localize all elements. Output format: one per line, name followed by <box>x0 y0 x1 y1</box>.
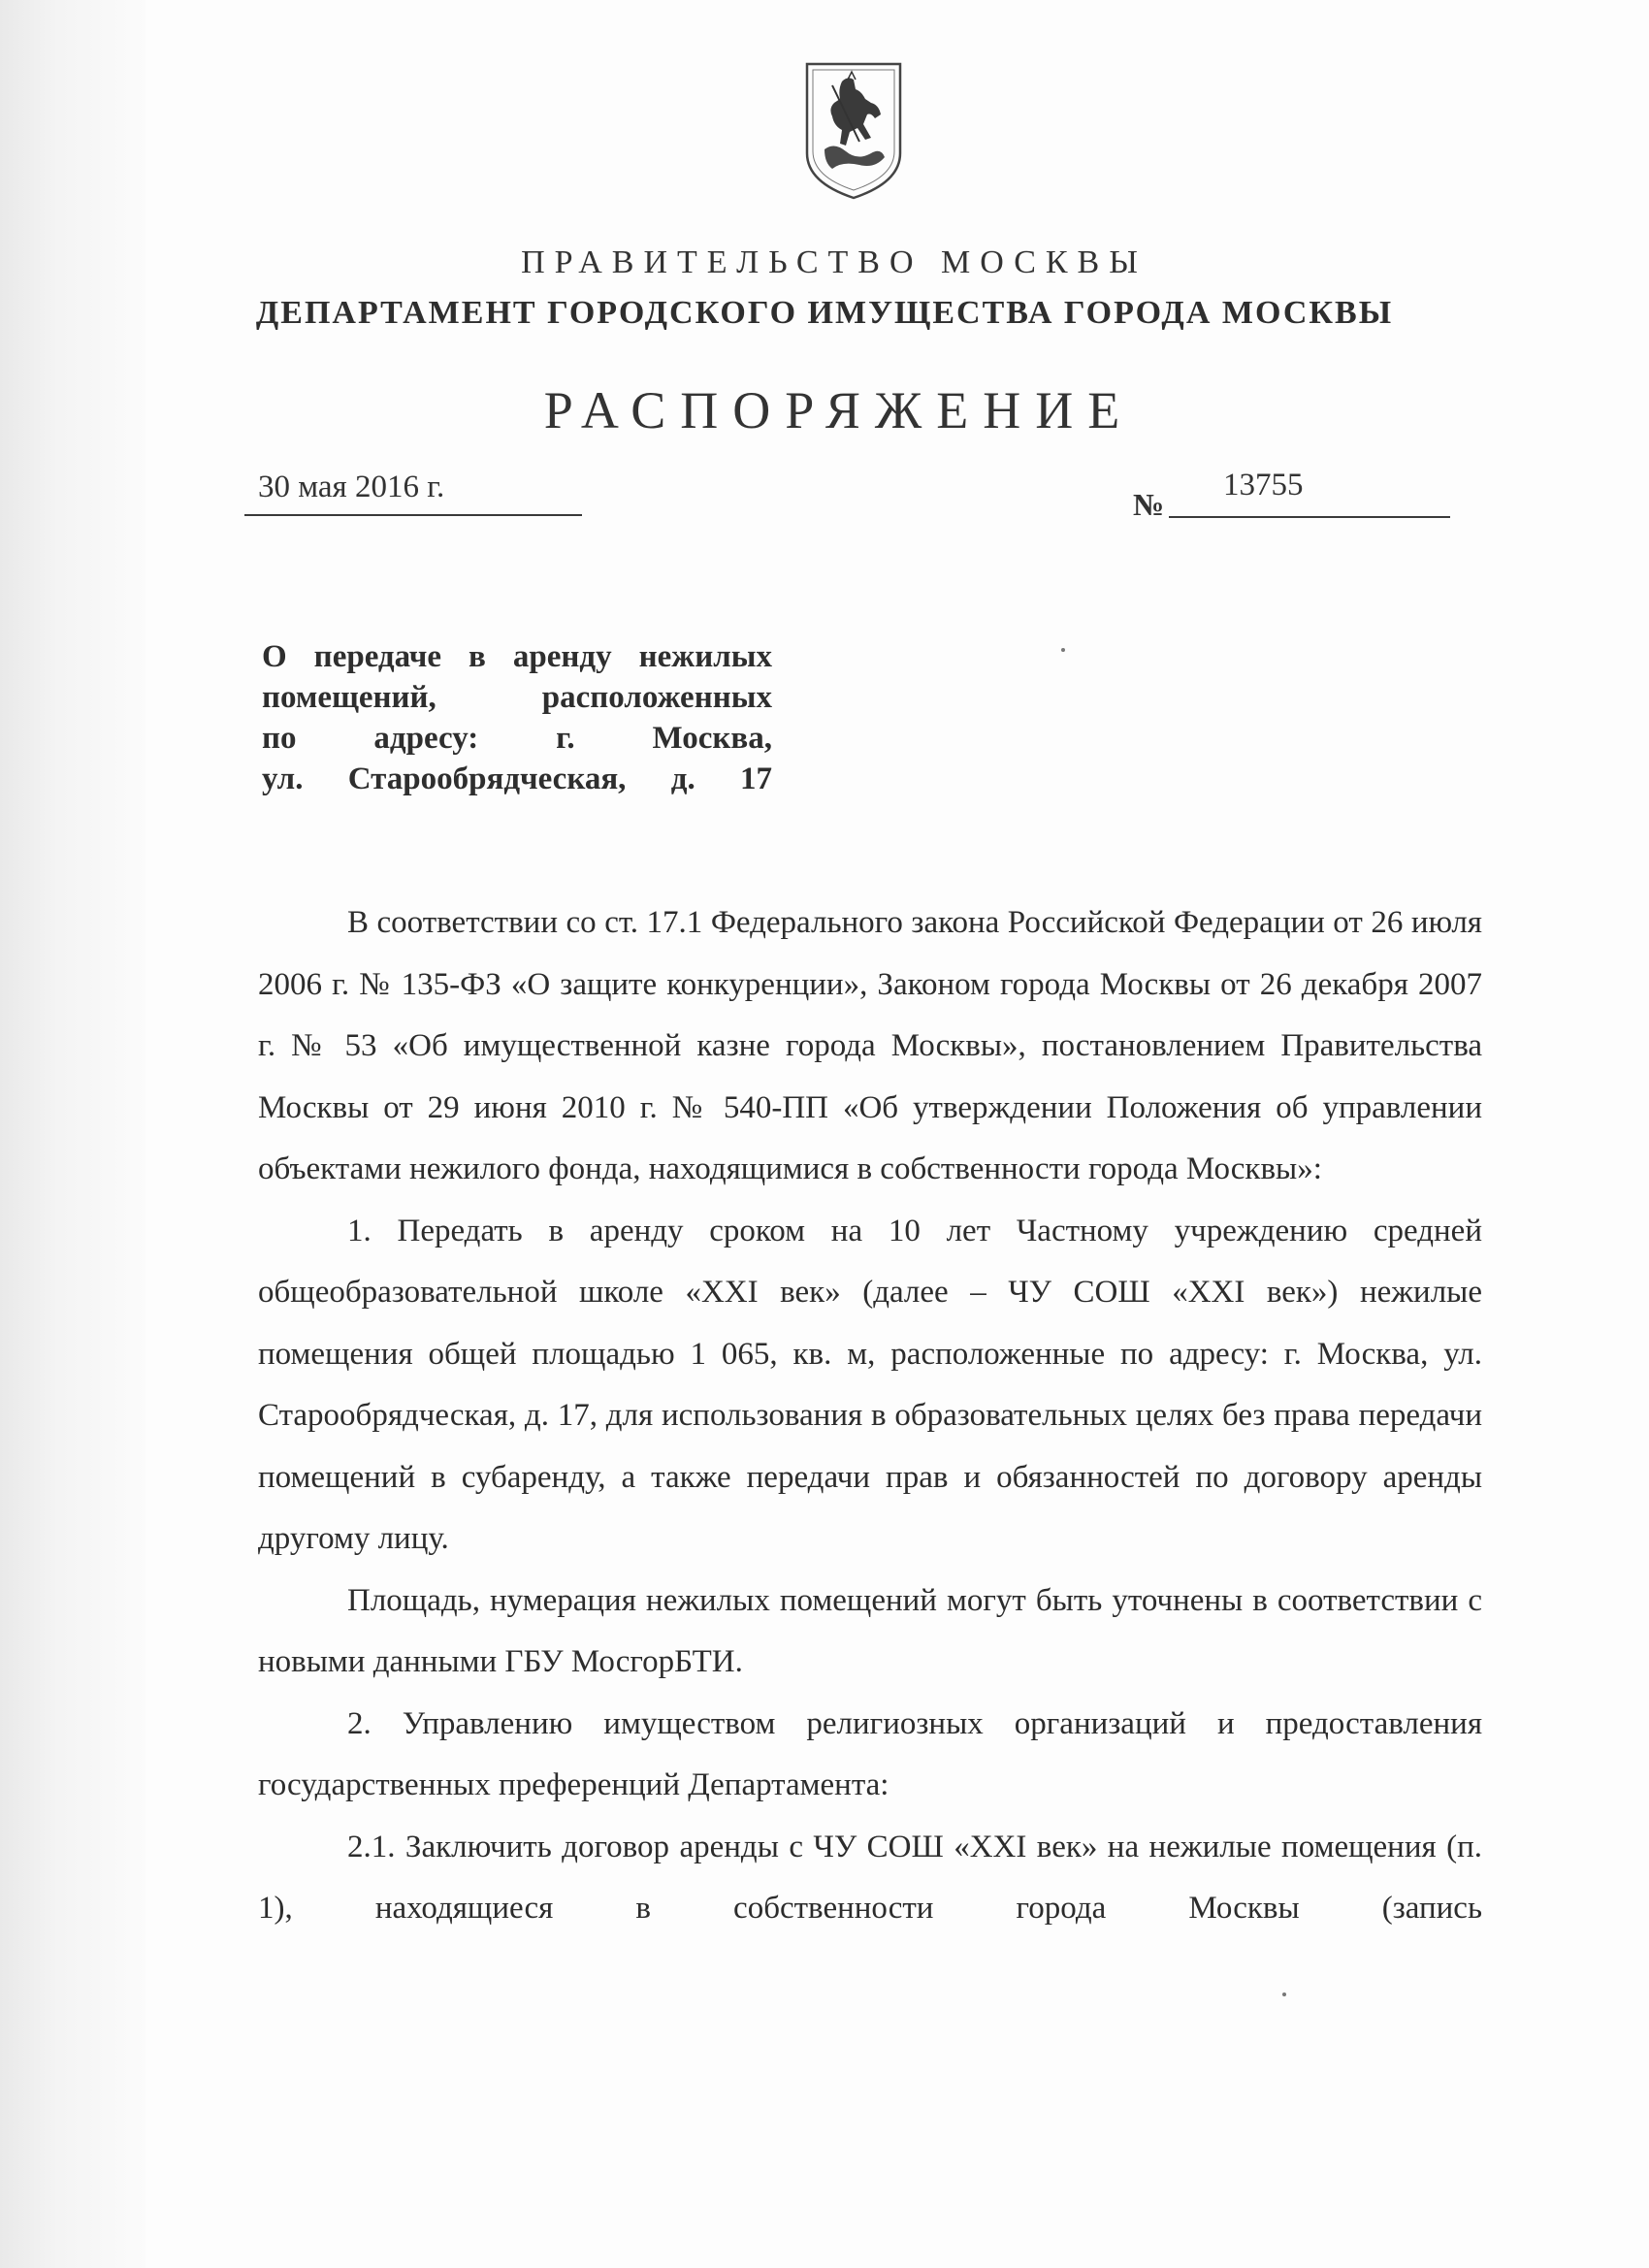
document-number: 13755 <box>1223 468 1304 502</box>
scan-speck <box>1061 648 1065 652</box>
subject-line: ул. Старообрядческая, д. 17 <box>262 761 772 796</box>
subject-block <box>262 636 772 799</box>
body-paragraph-item-2-1: 2.1. Заключить договор аренды с ЧУ СОШ «XXI век» на нежилые помещения (п. 1), находящиеся в собственности города Москвы (запись <box>258 1829 1482 1926</box>
subject-line: по адресу: г. Москва, <box>262 721 772 756</box>
document-date: 30 мая 2016 г. <box>258 470 445 504</box>
subject-line: помещений, расположенных <box>262 680 772 715</box>
document-body <box>258 892 1482 1940</box>
scan-speck <box>1282 1993 1286 1996</box>
body-paragraph-preamble: В соответствии со ст. 17.1 Федерального закона Российской Федерации от 26 июля 2006 г. № 135-ФЗ «О защите конкуренции», Законом города Москвы от 26 декабря 2007 г. № 53 «Об имущественной казне города Москвы», постановлением Правительства Москвы от 29 июня 2010 г. № 540-ПП «Об утверждении Положения об управлении объектами нежилого фонда, находящимися в собственности города Москвы»: <box>258 905 1482 1186</box>
document-type-title: РАСПОРЯЖЕНИЕ <box>543 381 1135 439</box>
subject-line: О передаче в аренду нежилых <box>262 639 772 674</box>
government-title: ПРАВИТЕЛЬСТВО МОСКВЫ <box>521 244 1148 280</box>
moscow-coat-of-arms-icon <box>803 60 904 202</box>
body-paragraph-item-1: 1. Передать в аренду сроком на 10 лет Частному учреждению средней общеобразовательной школе «XXI век» (далее – ЧУ СОШ «XXI век») нежилые помещения общей площадью 1 065, кв. м, расположенные по адресу: г. Москва, ул. Старообрядческая, д. 17, для использования в образовательных целях без права передачи помещений в субаренду, а также передачи прав и обязанностей по договору аренды другому лицу. <box>258 1213 1482 1556</box>
number-sign: № <box>1133 487 1165 522</box>
department-title: ДЕПАРТАМЕНТ ГОРОДСКОГО ИМУЩЕСТВА ГОРОДА МОСКВЫ <box>255 295 1394 331</box>
number-field <box>1169 468 1450 518</box>
body-paragraph-item-2: 2. Управлению имуществом религиозных организаций и предоставления государственных преференций Департамента: <box>258 1705 1482 1802</box>
body-paragraph-area-note: Площадь, нумерация нежилых помещений могут быть уточнены в соответствии с новыми данными ГБУ МосгорБТИ. <box>258 1582 1482 1679</box>
page-edge-shadow <box>0 0 146 2268</box>
date-field <box>244 470 582 516</box>
